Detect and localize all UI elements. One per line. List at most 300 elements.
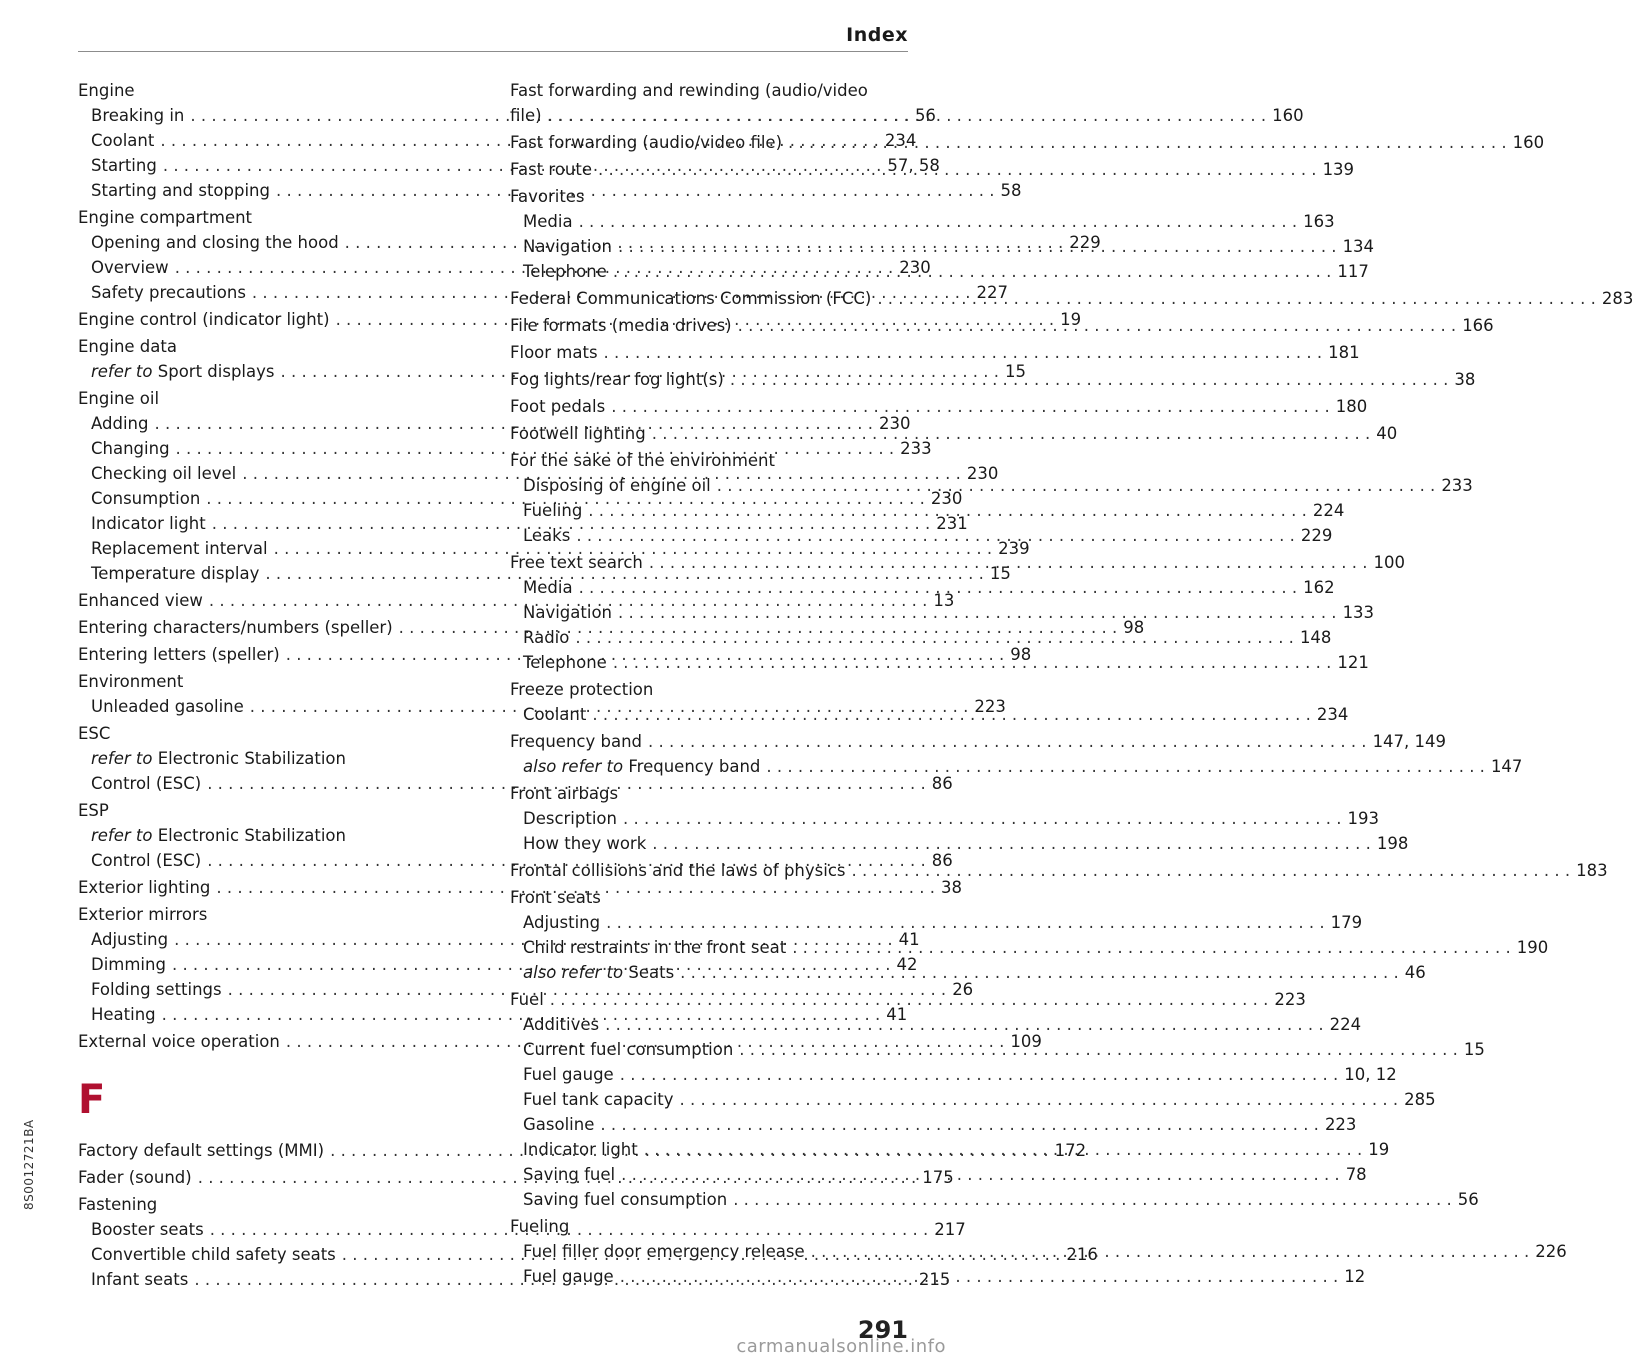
index-subentry [78, 823, 476, 848]
entry-term [91, 694, 244, 719]
entry-text: Engine control (indicator light) [78, 310, 330, 329]
entry-term [523, 650, 607, 675]
entry-term [523, 473, 711, 498]
entry-text: Fast forwarding and rewinding (audio/video [510, 81, 868, 100]
index-entry [78, 902, 476, 927]
entry-text: Fuel filler door emergency release [523, 1242, 805, 1261]
dot-leader [579, 575, 1298, 600]
dot-leader [548, 103, 1267, 128]
entry-term [78, 669, 183, 694]
index-entry [78, 205, 476, 230]
entry-text: Frequency band [510, 732, 642, 751]
entry-text: Fuel gauge [523, 1267, 614, 1286]
entry-term [510, 184, 585, 209]
dot-leader [788, 130, 1507, 155]
entry-text: Disposing of engine oil [523, 476, 711, 495]
entry-text: Fueling [523, 501, 583, 520]
index-entry [510, 421, 1398, 446]
entry-term [91, 230, 339, 255]
entry-text: Fuel tank capacity [523, 1090, 674, 1109]
entry-page: 229 [1300, 526, 1333, 545]
dot-leader [738, 313, 1457, 338]
entry-term [523, 831, 646, 856]
entry-term [523, 498, 582, 523]
dot-leader [611, 394, 1330, 419]
entry-text: Seats [623, 963, 675, 982]
entry-term [91, 1242, 336, 1267]
entry-term [523, 806, 617, 831]
entry-text: Saving fuel consumption [523, 1190, 728, 1209]
entry-page: 193 [1347, 809, 1380, 828]
entry-text: Frequency band [623, 757, 761, 776]
entry-term [78, 588, 203, 613]
entry-term [523, 259, 607, 284]
entry-term [91, 461, 236, 486]
entry-page: 285 [1404, 1090, 1436, 1109]
dot-leader [550, 987, 1269, 1012]
entry-term [78, 205, 252, 230]
entry-text: External voice operation [78, 1032, 280, 1051]
entry-page: 160 [1272, 106, 1304, 125]
entry-term [78, 1165, 192, 1190]
entry-term [91, 536, 268, 561]
entry-term [523, 1137, 638, 1162]
entry-page: 179 [1330, 913, 1363, 932]
index-subentry [510, 831, 1409, 856]
cross-reference-label: refer to [91, 749, 153, 768]
entry-text: Infant seats [91, 1270, 189, 1289]
entry-page: 231 [936, 514, 968, 533]
entry-text: Starting and stopping [91, 181, 270, 200]
entry-page: 234 [1316, 705, 1349, 724]
entry-page: 58 [1000, 181, 1022, 200]
index-subentry [510, 1187, 1479, 1212]
dot-leader [644, 1137, 1363, 1162]
entry-text: Engine compartment [78, 208, 253, 227]
entry-term [510, 858, 846, 883]
cross-reference-label: also refer to [523, 757, 624, 776]
entry-term [91, 486, 200, 511]
index-entry [510, 78, 908, 103]
entry-term [91, 511, 206, 536]
dot-leader [717, 473, 1436, 498]
entry-term [78, 307, 330, 332]
entry-text: Federal Communications Commission (FCC) [510, 289, 872, 308]
entry-text: Footwell lighting [510, 424, 646, 443]
dot-leader [766, 754, 1485, 779]
entry-page: 223 [974, 697, 1006, 716]
dot-leader [730, 367, 1449, 392]
entry-text: Environment [78, 672, 184, 691]
entry-text: Starting [91, 156, 157, 175]
entry-page: 217 [934, 1220, 966, 1239]
entry-term [91, 411, 148, 436]
entry-term [510, 313, 732, 338]
index-entry [510, 394, 1368, 419]
entry-term [523, 754, 760, 779]
entry-term [510, 421, 646, 446]
entry-text: Fader (sound) [78, 1168, 192, 1187]
index-entry [510, 340, 1360, 365]
entry-text: Front airbags [510, 784, 619, 803]
entry-text: Free text search [510, 553, 643, 572]
entry-page: 172 [1054, 1141, 1087, 1160]
entry-text: Consumption [91, 489, 201, 508]
entry-page: 175 [922, 1168, 954, 1187]
entry-page: 26 [952, 980, 974, 999]
entry-text: Description [523, 809, 617, 828]
index-subentry [510, 1087, 1436, 1112]
entry-term [510, 286, 871, 311]
entry-term [510, 885, 601, 910]
entry-term [91, 178, 270, 203]
entry-term [91, 952, 166, 977]
entry-term [91, 280, 246, 305]
entry-term [91, 128, 154, 153]
entry-text: Entering characters/numbers (speller) [78, 618, 393, 637]
entry-page: 233 [1441, 476, 1473, 495]
dot-leader [792, 935, 1511, 960]
entry-text: Factory default settings (MMI) [78, 1141, 325, 1160]
index-entry [510, 184, 908, 209]
dot-leader [649, 550, 1368, 575]
entry-text: Fuel gauge [523, 1065, 614, 1084]
entry-page: 40 [1376, 424, 1398, 443]
entry-text: Coolant [523, 705, 587, 724]
entry-text: Additives [523, 1015, 600, 1034]
index-subentry [510, 806, 1380, 831]
entry-page: 100 [1373, 553, 1405, 572]
entry-text: Exterior mirrors [78, 905, 208, 924]
cross-reference-label: refer to [91, 362, 153, 381]
entry-page: 139 [1322, 160, 1355, 179]
entry-page: 183 [1576, 861, 1608, 880]
entry-term [91, 153, 157, 178]
entry-term [91, 561, 259, 586]
entry-term [523, 625, 569, 650]
index-subentry [510, 600, 1375, 625]
entry-text: Enhanced view [78, 591, 203, 610]
entry-term [523, 234, 612, 259]
entry-term [91, 1267, 188, 1292]
entry-text: Temperature display [91, 564, 260, 583]
entry-text: Opening and closing the hood [91, 233, 339, 252]
dot-leader [620, 1062, 1339, 1087]
watermark: carmanualsonline.info [736, 1336, 946, 1357]
page-header-title: Index [846, 24, 908, 46]
index-entry [510, 677, 908, 702]
entry-text: Adding [91, 414, 149, 433]
entry-text: Floor mats [510, 343, 598, 362]
entry-page: 10, 12 [1344, 1065, 1397, 1084]
entry-page: 86 [931, 851, 953, 870]
entry-term [91, 103, 184, 128]
entry-term [510, 1214, 569, 1239]
entry-term [78, 1029, 280, 1054]
entry-term [510, 103, 542, 128]
index-entry [78, 1192, 476, 1217]
entry-text: Gasoline [523, 1115, 595, 1134]
entry-text: ESC [78, 724, 111, 743]
entry-text: Freeze protection [510, 680, 654, 699]
index-entry [510, 130, 1545, 155]
entry-page: 15 [989, 564, 1011, 583]
index-entry [510, 729, 1447, 754]
dot-leader [680, 960, 1399, 985]
entry-page: 42 [896, 955, 918, 974]
entry-page: 223 [1274, 990, 1306, 1009]
entry-text: Adjusting [91, 930, 169, 949]
entry-text: Navigation [523, 237, 612, 256]
dot-leader [852, 858, 1571, 883]
entry-term [523, 1012, 599, 1037]
entry-text: Exterior lighting [78, 878, 211, 897]
entry-text: Front seats [510, 888, 601, 907]
entry-term [91, 771, 201, 796]
entry-term [78, 642, 280, 667]
dot-leader [620, 1264, 1339, 1289]
entry-text: Checking oil level [91, 464, 237, 483]
entry-page: 283 [1601, 289, 1633, 308]
entry-text: Overview [91, 258, 169, 277]
entry-page: 56 [1457, 1190, 1479, 1209]
index-entry [510, 781, 908, 806]
entry-text: Engine [78, 81, 135, 100]
entry-page: 41 [898, 930, 920, 949]
entry-term [523, 1264, 614, 1289]
entry-page: 163 [1303, 212, 1335, 231]
entry-page: 121 [1337, 653, 1369, 672]
entry-page: 57, 58 [887, 156, 940, 175]
document-code: 8S0012721BA [22, 1119, 36, 1210]
entry-page: 98 [1123, 618, 1145, 637]
entry-text: Control (ESC) [91, 851, 202, 870]
entry-term [78, 78, 135, 103]
entry-term [91, 359, 274, 384]
entry-term [78, 902, 207, 927]
entry-term [78, 1138, 324, 1163]
index-entry [510, 448, 908, 473]
entry-page: 234 [884, 131, 917, 150]
entry-term [91, 977, 222, 1002]
entry-term [510, 550, 643, 575]
dot-leader [600, 1112, 1319, 1137]
entry-term [91, 746, 346, 771]
index-entry [78, 798, 476, 823]
entry-term [91, 1002, 156, 1027]
index-entry [78, 669, 476, 694]
entry-text: Fuel [510, 990, 544, 1009]
entry-text: Folding settings [91, 980, 222, 999]
entry-text: Navigation [523, 603, 612, 622]
entry-page: 46 [1404, 963, 1426, 982]
dot-leader [579, 209, 1298, 234]
entry-text: Heating [91, 1005, 156, 1024]
index-entry [78, 78, 476, 103]
entry-page: 134 [1342, 237, 1375, 256]
entry-term [523, 1037, 733, 1062]
dot-leader [588, 498, 1307, 523]
entry-text: Fast forwarding (audio/video file) [510, 133, 783, 152]
dot-leader [621, 1162, 1340, 1187]
index-subentry [510, 1012, 1362, 1037]
entry-term [510, 987, 544, 1012]
index-entry [510, 1214, 908, 1239]
entry-text: Favorites [510, 187, 585, 206]
entry-term [523, 1062, 614, 1087]
entry-page: 78 [1345, 1165, 1367, 1184]
index-entry [78, 721, 476, 746]
entry-term [523, 600, 612, 625]
entry-page: 133 [1342, 603, 1375, 622]
entry-text: Replacement interval [91, 539, 268, 558]
entry-text: How they work [523, 834, 647, 853]
entry-term [523, 1087, 674, 1112]
index-entry [78, 386, 476, 411]
entry-page: 19 [1368, 1140, 1390, 1159]
entry-page: 181 [1328, 343, 1360, 362]
index-subentry [78, 746, 476, 771]
index-subentry [510, 209, 1335, 234]
entry-text: Radio [523, 628, 570, 647]
entry-text: Fog lights/rear fog light(s) [510, 370, 724, 389]
dot-leader [733, 1187, 1452, 1212]
entry-term [510, 394, 605, 419]
entry-term [523, 960, 674, 985]
entry-term [523, 935, 786, 960]
entry-page: 86 [931, 774, 953, 793]
entry-term [78, 334, 177, 359]
entry-text: Engine oil [78, 389, 160, 408]
dot-leader [623, 806, 1342, 831]
entry-page: 160 [1512, 133, 1545, 152]
page-number: 291 [857, 1316, 908, 1344]
entry-text: Adjusting [523, 913, 601, 932]
entry-page: 224 [1312, 501, 1345, 520]
entry-text: File formats (media drives) [510, 316, 732, 335]
dot-leader [618, 600, 1337, 625]
entry-text: Safety precautions [91, 283, 246, 302]
dot-leader [877, 286, 1596, 311]
entry-term [523, 523, 570, 548]
entry-text: Fastening [78, 1195, 158, 1214]
entry-text: Unleaded gasoline [91, 697, 244, 716]
dot-leader [576, 523, 1295, 548]
entry-text: Booster seats [91, 1220, 204, 1239]
dot-leader [598, 157, 1317, 182]
entry-text: Indicator light [523, 1140, 638, 1159]
entry-page: 190 [1516, 938, 1549, 957]
entry-term [523, 702, 586, 727]
entry-text: Breaking in [91, 106, 185, 125]
entry-text: Current fuel consumption [523, 1040, 734, 1059]
entry-text: Telephone [523, 653, 607, 672]
entry-term [510, 677, 653, 702]
entry-page: 227 [976, 283, 1008, 302]
entry-text: Control (ESC) [91, 774, 202, 793]
entry-page: 230 [879, 414, 911, 433]
entry-term [91, 436, 170, 461]
entry-page: 147 [1490, 757, 1523, 776]
dot-leader [605, 1012, 1324, 1037]
entry-term [523, 1187, 727, 1212]
index-entry [510, 885, 908, 910]
entry-text: file) [510, 106, 542, 125]
entry-term [510, 367, 724, 392]
entry-term [523, 910, 600, 935]
entry-term [91, 1217, 204, 1242]
entry-term [523, 1162, 615, 1187]
index-entry [78, 334, 476, 359]
entry-page: 12 [1344, 1267, 1366, 1286]
cross-reference-label: refer to [91, 826, 153, 845]
section-letter: F [78, 1077, 106, 1123]
entry-text: Changing [91, 439, 170, 458]
entry-term [78, 386, 159, 411]
entry-page: 230 [899, 258, 931, 277]
index-subentry [78, 536, 1030, 561]
header-rule [78, 51, 908, 52]
entry-text: Engine data [78, 337, 177, 356]
entry-term [78, 1192, 157, 1217]
entry-page: 233 [900, 439, 932, 458]
entry-text: Child restraints in the front seat [523, 938, 787, 957]
entry-term [510, 78, 868, 103]
entry-term [523, 1112, 594, 1137]
index-subentry [510, 754, 1523, 779]
entry-text: For the sake of the environment [510, 451, 775, 470]
entry-term [78, 721, 110, 746]
entry-text: ESP [78, 801, 109, 820]
dot-leader [575, 625, 1294, 650]
entry-page: 38 [1454, 370, 1476, 389]
entry-page: 224 [1329, 1015, 1362, 1034]
entry-text: Electronic Stabilization [152, 826, 346, 845]
entry-page: 230 [930, 489, 963, 508]
entry-page: 239 [998, 539, 1030, 558]
entry-term [510, 781, 618, 806]
entry-term [78, 615, 393, 640]
index-subentry [510, 1112, 1357, 1137]
entry-page: 147, 149 [1372, 732, 1447, 751]
entry-text: Leaks [523, 526, 571, 545]
entry-text: Telephone [523, 262, 607, 281]
entry-page: 15 [1463, 1040, 1485, 1059]
entry-text: Frontal collisions and the laws of physics [510, 861, 846, 880]
entry-term [91, 848, 201, 873]
entry-page: 38 [940, 878, 962, 897]
entry-text: Electronic Stabilization [152, 749, 346, 768]
entry-page: 198 [1376, 834, 1409, 853]
entry-page: 223 [1324, 1115, 1357, 1134]
entry-term [91, 255, 169, 280]
dot-leader [613, 650, 1332, 675]
entry-text: Sport displays [152, 362, 275, 381]
dot-leader [652, 831, 1371, 856]
dot-leader [613, 259, 1332, 284]
entry-text: Entering letters (speller) [78, 645, 280, 664]
index-subentry [510, 575, 1335, 600]
entry-text: Fast route [510, 160, 592, 179]
entry-term [91, 927, 168, 952]
entry-term [78, 875, 210, 900]
entry-page: 215 [918, 1270, 951, 1289]
entry-text: Indicator light [91, 514, 206, 533]
index-subentry [510, 1062, 1397, 1087]
entry-text: Coolant [91, 131, 155, 150]
dot-leader [739, 1037, 1458, 1062]
entry-term [523, 575, 573, 600]
